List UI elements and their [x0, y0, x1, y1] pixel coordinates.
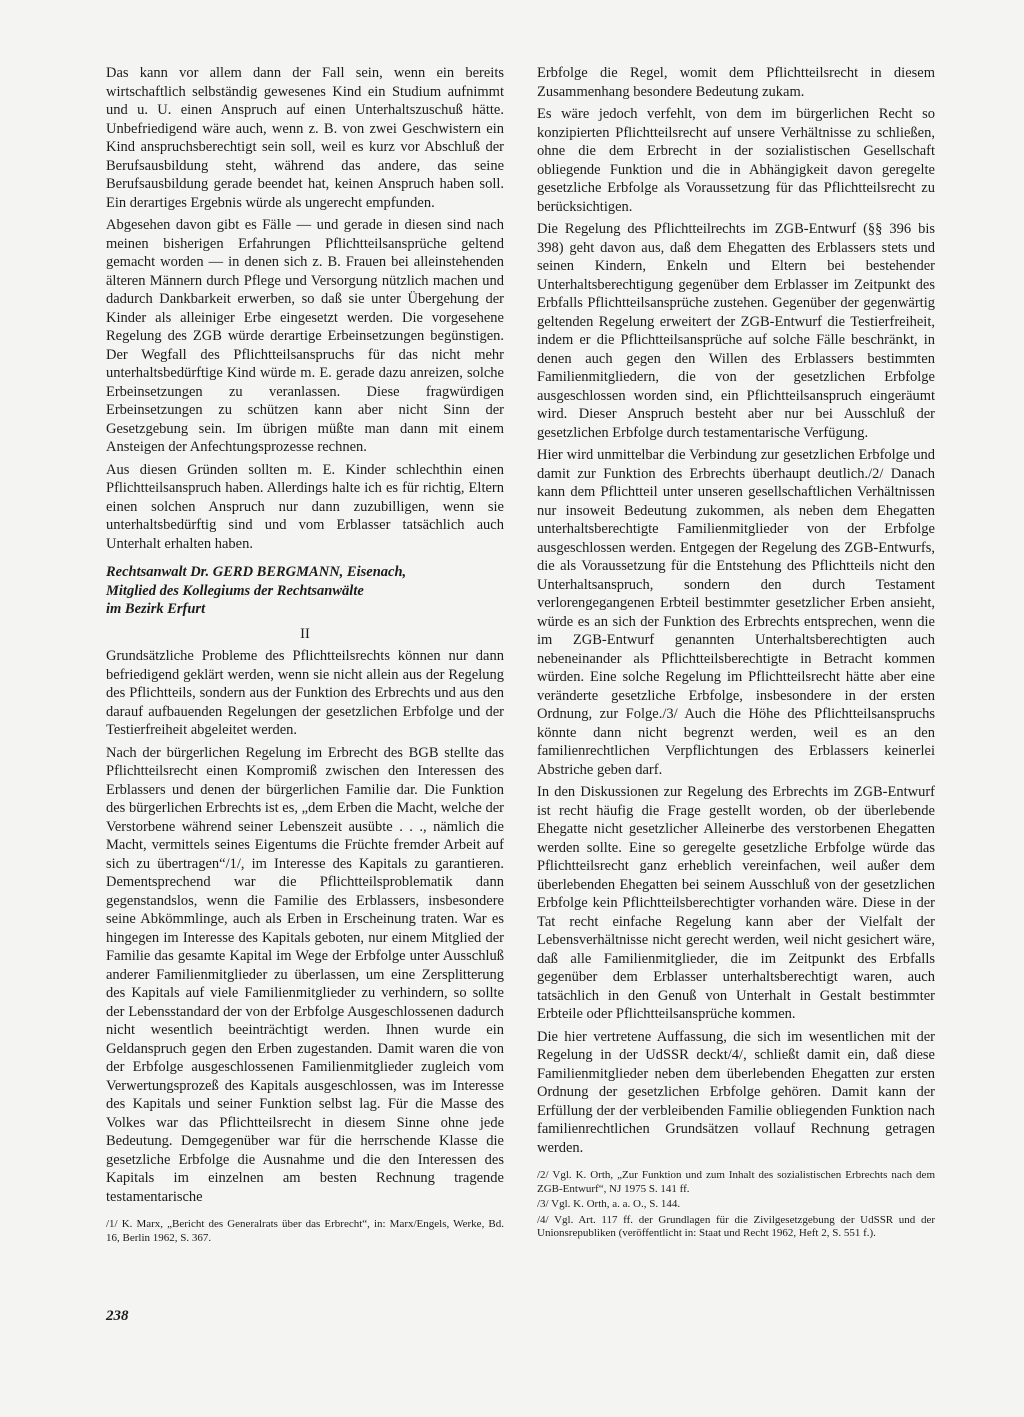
body-paragraph: Nach der bürgerlichen Regelung im Erbrecht des BGB stellte das Pflichtteilsrecht einen Kompromiß zwischen den Interessen des Erblassers und denen der bürgerlichen Familie dar. Die Funktion des bürgerlichen Erbrechts ist es, „dem Erben die Macht, welche der Verstorbene während seiner Lebenszeit ausübte . . ., nämlich die Macht, vermittels seines Eigentums die Früchte fremder Arbeit auf sich zu übertragen“/1/, im Interesse des Kapitals zu garantieren. Dementsprechend war die Pflichtteilsproblematik dann gegenstandslos, wenn die Familie des Erblassers, insbesondere seine Abkömmlinge, auch als Erben in Erscheinung traten. War es hingegen im Interesse des Kapitals geboten, nur einem Mitglied der Familie das gesamte Kapital im Wege der Erbfolge unter Ausschluß anderer Familienmitglieder zu überlassen, um eine Zersplitterung des Kapitals auf viele Familienmitglieder zu verhindern, so sollte der Lebensstandard der von der Erbfolge Ausgeschlossenen dadurch nicht wesentlich beeinträchtigt werden. Ihnen wurde ein Geldanspruch gegen den Erben zugestanden. Damit waren die von der Erbfolge ausgeschlossenen Familienmitglieder zugleich vom Verwertungsprozeß des Kapitals ausgeschlossen, was im Interesse des Kapitals und seiner Funktion selbst lag. Für die Masse des Volkes war das Pflichtteilsrecht in diesem Sinne ohne jede Bedeutung. Demgegenüber war für die herrschende Klasse die gesetzliche Erbfolge die Ausnahme und die den Interessen des Kapitals im einzelnen am besten Rechnung tragende testamentarische: [106, 744, 504, 1205]
body-paragraph: Grundsätzliche Probleme des Pflichtteilsrechts können nur dann befriedigend geklärt werden, wenn sie nicht allein aus der Regelung des Pflichtteils, sondern aus der Funktion des Erbrechts und aus den darauf aufbauenden Regelungen der gesetzlichen Erbfolge und der Testierfreiheit abgeleitet werden.: [106, 648, 504, 738]
body-paragraph: Die hier vertretene Auffassung, die sich im wesentlichen mit der Regelung in der UdSSR deckt/4/, schließt damit ein, daß diese Familienmitglieder neben dem überlebenden Ehegatten zur ersten Ordnung der gesetzlichen Erbfolge gehören. Damit kann der Erfüllung der der verbleibenden Familie obliegenden Funktion nach familienrechtlichen Grundsätzen vollauf Rechnung getragen werden.: [537, 1028, 935, 1156]
body-paragraph: Aus diesen Gründen sollten m. E. Kinder schlechthin einen Pflichtteilsanspruch haben. Allerdings halte ich es für richtig, Eltern einen solchen Anspruch nur dann zuzubilligen, wenn sie unterhaltsbedürftig sind und vom Erblasser tatsächlich auch Unterhalt erhalten haben.: [106, 461, 504, 552]
footnotes-right: [537, 1169, 935, 1241]
author-byline: [106, 563, 504, 619]
page-number: 238: [106, 1308, 129, 1324]
body-paragraph: Die Regelung des Pflichtteilrechts im ZGB-Entwurf (§§ 396 bis 398) geht davon aus, daß dem Ehegatten des Erblassers stets und seinen Kindern, Enkeln und Eltern bei bestehender Unterhaltsberechtigung gegenüber dem Erblasser im Zeitpunkt des Erbfalls Pflichtteilsansprüche zustehen. Gegenüber der gegenwärtig geltenden Regelung erweitert der ZGB-Entwurf die Testierfreiheit, indem er die Pflichtteilsansprüche auf solche Fälle beschränkt, in denen auch gegen den Willen des Erblassers bestimmten Familienmitgliedern, die von der gesetzlichen Erbfolge ausgeschlossen worden sind, ein Pflichtteilsanspruch eingeräumt wird. Dieser Anspruch besteht aber nur bei Ausschluß der gesetzlichen Erbfolge durch testamentarische Verfügung.: [537, 221, 935, 441]
section-heading: II: [300, 625, 310, 642]
body-paragraph: Hier wird unmittelbar die Verbindung zur gesetzlichen Erbfolge und damit zur Funktion des Erbrechts überhaupt deutlich./2/ Danach kann dem Pflichtteil unter unseren gesellschaftlichen Verhältnissen nur insoweit Bedeutung zukommen, als neben dem Ehegatten unterhaltsberechtigte Familienmitglieder von der Erbfolge ausgeschlossen werden. Entgegen der Regelung des ZGB-Entwurfs, die als Voraussetzung für die Entstehung des Pflichtteils nicht den Unterhaltsanspruch, sondern den durch Testament verlorengegangenen Erbteil bestimmter gesetzlicher Erben ansieht, würde es an sich der Funktion des Erbrechts entsprechen, wenn die im ZGB-Entwurf genannten Unterhaltsberechtigten auch nebeneinander als Pflichtteilsberechtigte in Betracht kommen würden. Eine solche Regelung im Pflichtteilsrecht hätte aber eine veränderte gesetzliche Erbfolge, insbesondere in der ersten Ordnung, zur Folge./3/ Auch die Höhe des Pflichtteilsanspruchs könnte dann nicht begrenzt werden, weil es an den familienrechtlichen Verpflichtungen des Erblassers keinerlei Abstriche geben darf.: [537, 447, 935, 778]
left-column: [106, 64, 504, 1247]
body-paragraph: Es wäre jedoch verfehlt, von dem im bürgerlichen Recht so konzipierten Pflichtteilsrecht auf unsere Verhältnisse zu schließen, ohne die dem Erbrecht in der sozialistischen Gesellschaft obliegende Funktion und die in Abhängigkeit davon geregelte gesetzliche Erbfolge als Voraussetzung für das Pflichtteilsrecht zu berücksichtigen.: [537, 106, 935, 215]
footnotes-left: [106, 1218, 504, 1245]
footnote: /3/ Vgl. K. Orth, a. a. O., S. 144.: [537, 1198, 681, 1210]
footnote: /2/ Vgl. K. Orth, „Zur Funktion und zum Inhalt des sozialistischen Erbrechts nach dem ZGB-Entwurf“, NJ 1975 S. 141 ff.: [537, 1169, 935, 1195]
body-paragraph: Abgesehen davon gibt es Fälle — und gerade in diesen sind nach meinen bisherigen Erfahrungen Pflichtteilsansprüche geltend gemacht worden — in denen sich z. B. Frauen bei alleinstehenden älteren Männern durch Pflege und Versorgung nützlich machen und dadurch Dankbarkeit erwerben, so daß sie unter Übergehung der Kinder als alleiniger Erbe eingesetzt werden. Die vorgesehene Regelung des ZGB würde derartige Erbeinsetzungen begünstigen. Der Wegfall des Pflichtteilsanspruchs für das nicht mehr unterhaltsbedürftige Kind würde m. E. gerade dazu anreizen, solche Erbeinsetzungen zu veranlassen. Diese fragwürdigen Erbeinsetzungen zu schützen kann aber nicht Sinn der Gesetzgebung sein. Im übrigen müßte man dann mit einem Ansteigen der Anfechtungsprozesse rechnen.: [106, 217, 504, 455]
body-paragraph: Erbfolge die Regel, womit dem Pflichtteilsrecht in diesem Zusammenhang besondere Bedeutung zukam.: [537, 65, 935, 100]
right-column: [537, 64, 935, 1243]
footnote: /4/ Vgl. Art. 117 ff. der Grundlagen für die Zivilgesetzgebung der UdSSR und der Unionsrepubliken (veröffentlicht in: Staat und Recht 1962, Heft 2, S. 551 f.).: [537, 1213, 935, 1239]
author-name-line: Rechtsanwalt Dr. GERD BERGMANN, Eisenach,: [106, 564, 407, 580]
body-paragraph: In den Diskussionen zur Regelung des Erbrechts im ZGB-Entwurf ist recht häufig die Frage gestellt worden, ob der überlebende Ehegatte nicht gesetzlicher Alleinerbe des verstorbenen Ehegatten werden sollte. Eine so geregelte gesetzliche Erbfolge würde das Pflichtteilsrecht ganz erheblich vereinfachen, weil außer dem überlebenden Ehegatten bei seinem Ausschluß von der gesetzlichen Erbfolge kein Pflichtteilsberechtigter vorhanden wäre. Diese in der Tat recht einfache Regelung kann aber der Vielfalt der Lebensverhältnisse nicht gerecht werden, weil nicht gesichert wäre, daß alle Familienmitglieder, die im Zeitpunkt des Erbfalls gegenüber dem Erblasser unterhaltsberechtigt waren, auch tatsächlich in den Genuß von Unterhalt in Gestalt bestimmter Erbteile oder Pflichtteilsansprüche kommen.: [537, 784, 935, 1022]
footnote: /1/ K. Marx, „Bericht des Generalrats über das Erbrecht“, in: Marx/Engels, Werke, Bd. 16, Berlin 1962, S. 367.: [106, 1218, 504, 1244]
body-paragraph: Das kann vor allem dann der Fall sein, wenn ein bereits wirtschaftlich selbständig gewesenes Kind ein Studium aufnimmt und u. U. einen Anspruch auf einen Unterhaltszuschuß hätte. Unbefriedigend wäre auch, wenn z. B. von zwei Geschwistern ein Kind anspruchsberechtigt sein soll, weil es kurz vor Abschluß der Berufsausbildung steht, während das andere, das seine Berufsausbildung gerade beendet hat, keinen Anspruch haben soll. Ein derartiges Ergebnis würde als ungerecht empfunden.: [106, 65, 504, 211]
author-district-line: im Bezirk Erfurt: [106, 601, 206, 617]
author-affiliation-line: Mitglied des Kollegiums der Rechtsanwälte: [106, 582, 364, 599]
